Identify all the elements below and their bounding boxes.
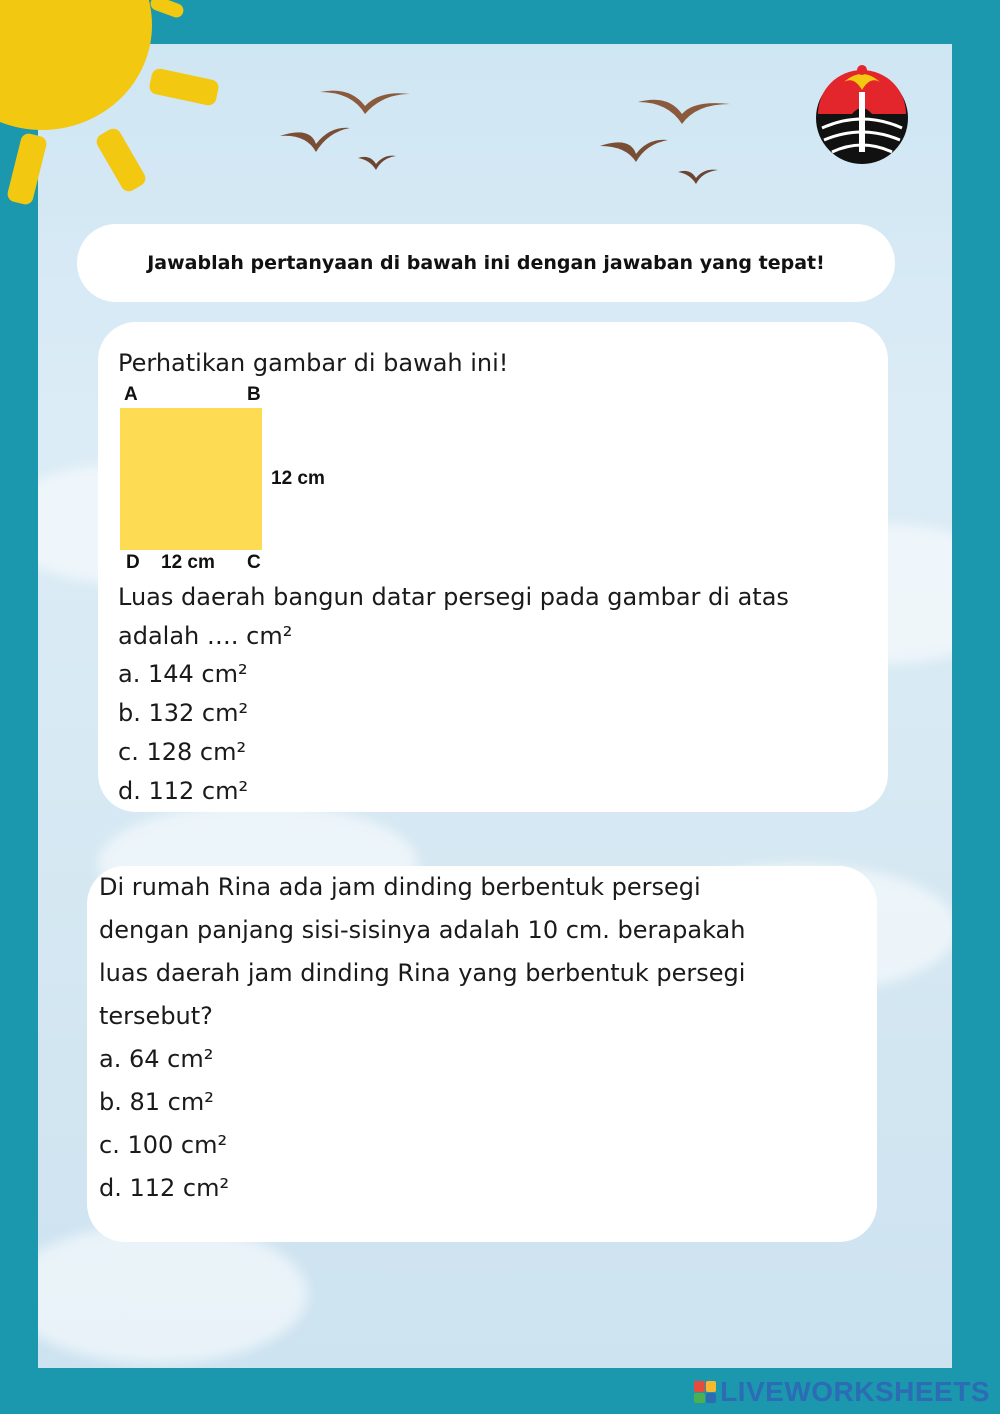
question-1-text-line1: Luas daerah bangun datar persegi pada gambar di atas: [118, 583, 789, 611]
question-1-option-d[interactable]: d. 112 cm²: [118, 777, 249, 805]
question-1-option-c[interactable]: c. 128 cm²: [118, 738, 247, 766]
university-logo: [812, 62, 912, 166]
question-1-text-line2: adalah …. cm²: [118, 622, 293, 650]
birds-decoration: [270, 80, 750, 190]
question-1-option-b[interactable]: b. 132 cm²: [118, 699, 249, 727]
liveworksheets-logo-icon: [694, 1381, 716, 1403]
watermark-text: LIVEWORKSHEETS: [720, 1376, 990, 1407]
question-2-option-b[interactable]: b. 81 cm²: [99, 1088, 214, 1116]
question-1-prompt: Perhatikan gambar di bawah ini!: [118, 349, 509, 377]
vertex-c-label: C: [247, 552, 261, 573]
question-2-text: [99, 866, 745, 1210]
instruction-text: Jawablah pertanyaan di bawah ini dengan jawaban yang tepat!: [147, 252, 825, 274]
side-bottom-length: 12 cm: [161, 552, 215, 573]
question-2-line: dengan panjang sisi-sisinya adalah 10 cm. berapakah: [99, 916, 746, 944]
vertex-b-label: B: [247, 384, 261, 405]
vertex-a-label: A: [124, 384, 138, 405]
question-2-line: Di rumah Rina ada jam dinding berbentuk persegi: [99, 873, 701, 901]
side-right-length: 12 cm: [271, 468, 325, 489]
question-2-line: tersebut?: [99, 1002, 213, 1030]
question-2-option-c[interactable]: c. 100 cm²: [99, 1131, 228, 1159]
question-2-line: luas daerah jam dinding Rina yang berbentuk persegi: [99, 959, 746, 987]
question-2-option-a[interactable]: a. 64 cm²: [99, 1045, 214, 1073]
instruction-banner: [77, 224, 895, 302]
liveworksheets-watermark[interactable]: [694, 1374, 990, 1410]
square-figure: [120, 408, 262, 550]
question-1-option-a[interactable]: a. 144 cm²: [118, 660, 248, 688]
vertex-d-label: D: [126, 552, 140, 573]
question-2-option-d[interactable]: d. 112 cm²: [99, 1174, 230, 1202]
